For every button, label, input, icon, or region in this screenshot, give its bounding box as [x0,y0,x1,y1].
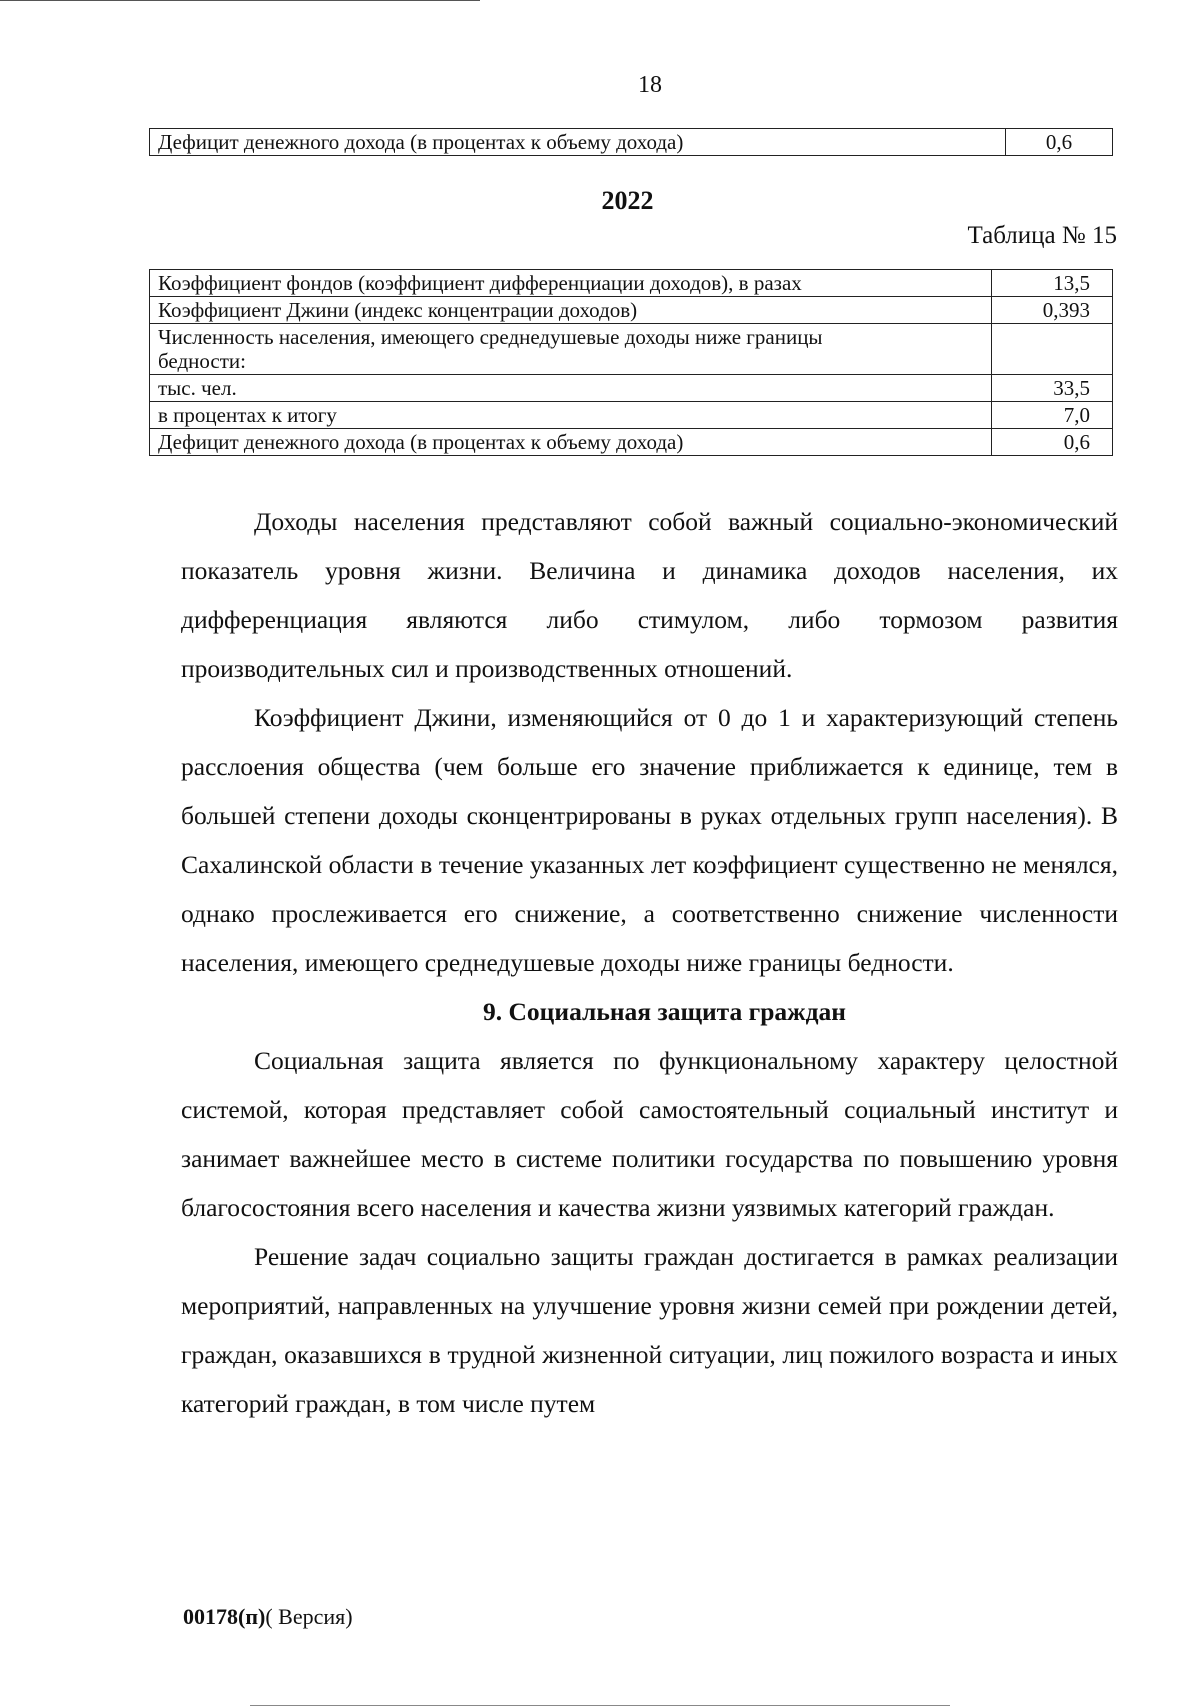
document-code: 00178(п) [183,1604,266,1629]
year-heading: 2022 [601,186,654,215]
scan-edge-line [250,1705,950,1706]
table-cell-value: 33,5 [992,375,1113,402]
income-indicators-table [149,269,1113,456]
table-cell-value: 7,0 [992,402,1113,429]
scan-edge-line [0,0,480,1]
table-row [150,429,1113,456]
table-caption: Таблица № 15 [967,222,1117,249]
table-cell-value: 0,393 [992,297,1113,324]
table-cell-label: тыс. чел. [150,375,992,402]
table-row [150,402,1113,429]
table-cell-label: Численность населения, имеющего среднедушевые доходы ниже границы бедности: [150,324,992,375]
paragraph: Решение задач социально защиты граждан достигается в рамках реализации мероприятий, направленных на улучшение уровня жизни семей при рождении детей, граждан, оказавшихся в трудной жизненной ситуации, лиц пожилого возраста и иных категорий граждан, в том числе путем [181,1242,1118,1418]
table-cell-value: 13,5 [992,270,1113,297]
page-number: 18 [638,72,662,98]
table-cell-value: 0,6 [992,429,1113,456]
section-heading: 9. Социальная защита граждан [483,997,846,1026]
paragraph: Коэффициент Джини, изменяющийся от 0 до 1 и характеризующий степень расслоения общества (чем больше его значение приближается к единице, тем в большей степени доходы сконцентрированы в руках отдельных групп населения). В Сахалинской области в течение указанных лет коэффициент существенно не менялся, однако прослеживается его снижение, а соответственно снижение численности населения, имеющего среднедушевые доходы ниже границы бедности. [181,703,1118,977]
paragraph: Доходы населения представляют собой важный социально-экономический показатель уровня жизни. Величина и динамика доходов населения, их дифференциация являются либо стимулом, либо тормозом развития производительных сил и производственных отношений. [181,507,1118,683]
table-row [150,324,1113,375]
table-row [150,270,1113,297]
table-cell-label: Дефицит денежного дохода (в процентах к объему дохода) [150,129,1006,156]
table-cell-label: Коэффициент фондов (коэффициент дифференциации доходов), в разах [150,270,992,297]
document-body [181,497,1118,1428]
document-footer [183,1604,353,1630]
table-cell-label: Дефицит денежного дохода (в процентах к объему дохода) [150,429,992,456]
table-cell-value: 0,6 [1006,129,1113,156]
previous-table-continuation [149,128,1113,156]
table-cell-label: Коэффициент Джини (индекс концентрации доходов) [150,297,992,324]
paragraph: Социальная защита является по функциональному характеру целостной системой, которая представляет собой самостоятельный социальный институт и занимает важнейшее место в системе политики государства по повышению уровня благосостояния всего населения и качества жизни уязвимых категорий граждан. [181,1046,1118,1222]
document-version: ( Версия) [265,1604,353,1629]
table-cell-value [992,324,1113,375]
table-row [150,129,1113,156]
table-row [150,297,1113,324]
table-row [150,375,1113,402]
table-cell-label: в процентах к итогу [150,402,992,429]
